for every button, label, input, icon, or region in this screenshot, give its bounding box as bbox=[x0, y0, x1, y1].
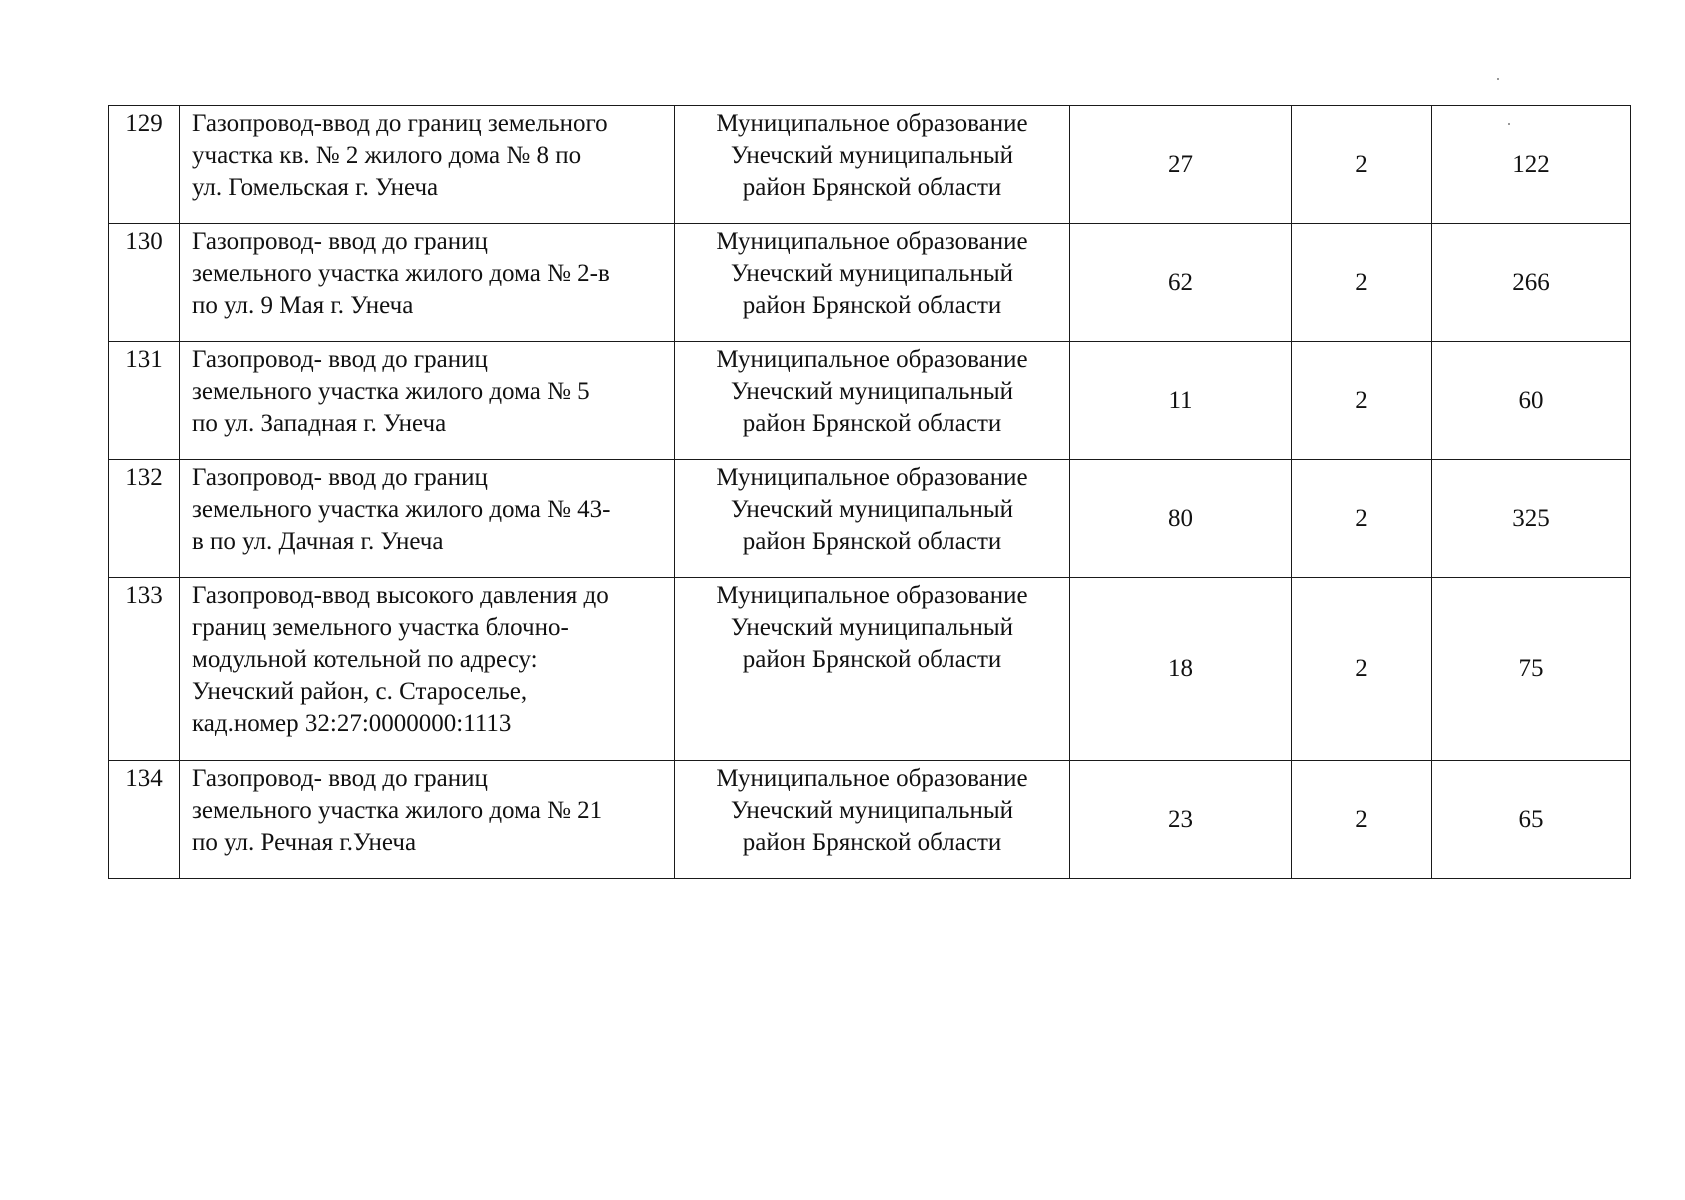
value-cell-2: 2 bbox=[1292, 761, 1432, 879]
value-cell-3: 325 bbox=[1432, 460, 1631, 578]
text-line: по ул. Речная г.Унеча bbox=[192, 829, 417, 856]
scan-speck bbox=[1497, 78, 1499, 80]
text-line: Газопровод- ввод до границ bbox=[192, 228, 488, 255]
text-line: земельного участка жилого дома № 5 bbox=[192, 378, 590, 405]
table-row bbox=[109, 460, 1631, 578]
text-line: район Брянской области bbox=[742, 410, 1002, 437]
table-row bbox=[109, 106, 1631, 224]
row-number: 133 bbox=[109, 578, 180, 761]
text-line: Муниципальное образование bbox=[716, 346, 1028, 373]
value-cell-3: 122 bbox=[1432, 106, 1631, 224]
text-line: Унечский муниципальный bbox=[730, 260, 1014, 287]
value-cell-2: 2 bbox=[1292, 342, 1432, 460]
text-line: Муниципальное образование bbox=[716, 110, 1028, 137]
text-line: Газопровод-ввод высокого давления до bbox=[192, 582, 609, 609]
value-cell-1: 11 bbox=[1070, 342, 1292, 460]
value-cell-2: 2 bbox=[1292, 460, 1432, 578]
text-line: по ул. Западная г. Унеча bbox=[192, 410, 447, 437]
row-number: 129 bbox=[109, 106, 180, 224]
text-line: Унечский муниципальный bbox=[730, 378, 1014, 405]
text-line: по ул. 9 Мая г. Унеча bbox=[192, 292, 414, 319]
table-row bbox=[109, 761, 1631, 879]
owner-cell bbox=[675, 578, 1070, 761]
owner-cell bbox=[675, 106, 1070, 224]
object-name-cell bbox=[180, 761, 675, 879]
value-cell-2: 2 bbox=[1292, 106, 1432, 224]
value-cell-1: 27 bbox=[1070, 106, 1292, 224]
object-name-cell bbox=[180, 578, 675, 761]
text-line: участка кв. № 2 жилого дома № 8 по bbox=[192, 142, 582, 169]
owner-cell bbox=[675, 460, 1070, 578]
text-line: в по ул. Дачная г. Унеча bbox=[192, 528, 444, 555]
row-number: 130 bbox=[109, 224, 180, 342]
text-line: Газопровод-ввод до границ земельного bbox=[192, 110, 608, 137]
text-line: Унечский район, с. Староселье, bbox=[192, 678, 528, 705]
text-line: земельного участка жилого дома № 21 bbox=[192, 797, 603, 824]
text-line: границ земельного участка блочно- bbox=[192, 614, 569, 641]
text-line: Муниципальное образование bbox=[716, 765, 1028, 792]
object-name-cell bbox=[180, 224, 675, 342]
owner-cell bbox=[675, 342, 1070, 460]
value-cell-3: 266 bbox=[1432, 224, 1631, 342]
value-cell-1: 80 bbox=[1070, 460, 1292, 578]
text-line: Унечский муниципальный bbox=[730, 614, 1014, 641]
text-line: модульной котельной по адресу: bbox=[192, 646, 538, 673]
value-cell-3: 65 bbox=[1432, 761, 1631, 879]
text-line: район Брянской области bbox=[742, 174, 1002, 201]
registry-table bbox=[108, 105, 1631, 879]
row-number: 132 bbox=[109, 460, 180, 578]
value-cell-1: 62 bbox=[1070, 224, 1292, 342]
owner-cell bbox=[675, 761, 1070, 879]
text-line: Муниципальное образование bbox=[716, 582, 1028, 609]
text-line: ул. Гомельская г. Унеча bbox=[192, 174, 439, 201]
value-cell-3: 60 bbox=[1432, 342, 1631, 460]
object-name-cell bbox=[180, 106, 675, 224]
text-line: Унечский муниципальный bbox=[730, 496, 1014, 523]
text-line: Газопровод- ввод до границ bbox=[192, 765, 488, 792]
value-cell-2: 2 bbox=[1292, 224, 1432, 342]
table-row bbox=[109, 578, 1631, 761]
text-line: Газопровод- ввод до границ bbox=[192, 346, 488, 373]
text-line: кад.номер 32:27:0000000:1113 bbox=[192, 710, 512, 737]
text-line: Муниципальное образование bbox=[716, 464, 1028, 491]
table-row bbox=[109, 224, 1631, 342]
text-line: земельного участка жилого дома № 43- bbox=[192, 496, 611, 523]
value-cell-1: 23 bbox=[1070, 761, 1292, 879]
text-line: Муниципальное образование bbox=[716, 228, 1028, 255]
value-cell-1: 18 bbox=[1070, 578, 1292, 761]
value-cell-3: 75 bbox=[1432, 578, 1631, 761]
text-line: район Брянской области bbox=[742, 292, 1002, 319]
text-line: Газопровод- ввод до границ bbox=[192, 464, 488, 491]
text-line: район Брянской области bbox=[742, 528, 1002, 555]
row-number: 134 bbox=[109, 761, 180, 879]
owner-cell bbox=[675, 224, 1070, 342]
text-line: Унечский муниципальный bbox=[730, 142, 1014, 169]
row-number: 131 bbox=[109, 342, 180, 460]
text-line: земельного участка жилого дома № 2-в bbox=[192, 260, 610, 287]
object-name-cell bbox=[180, 460, 675, 578]
text-line: район Брянской области bbox=[742, 646, 1002, 673]
text-line: Унечский муниципальный bbox=[730, 797, 1014, 824]
text-line: район Брянской области bbox=[742, 829, 1002, 856]
object-name-cell bbox=[180, 342, 675, 460]
table-row bbox=[109, 342, 1631, 460]
value-cell-2: 2 bbox=[1292, 578, 1432, 761]
